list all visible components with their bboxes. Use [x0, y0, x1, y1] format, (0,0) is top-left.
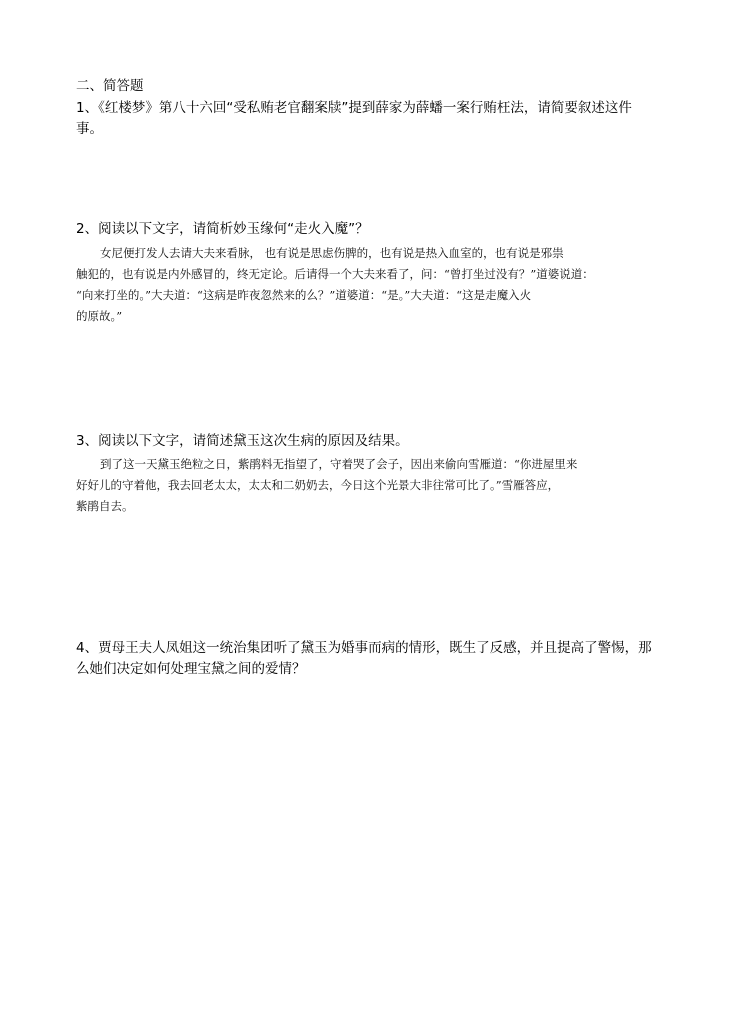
question-1 — [76, 98, 672, 140]
question-3-passage — [76, 454, 676, 517]
question-1-line-2: 事。 — [76, 121, 103, 137]
question-2 — [76, 219, 672, 240]
question-4-line-1: 4、贾母王夫人凤姐这一统治集团听了黛玉为婚事而病的情形，既生了反感，并且提高了警惕，那 — [76, 640, 652, 656]
passage-3-line-1 — [76, 454, 676, 475]
passage-2-line-3: “向来打坐的。”大夫道：“这病是昨夜忽然来的么？”道婆道：“是。”大夫道：“这是走魔入火 — [76, 288, 532, 302]
question-3-line-1: 3、阅读以下文字，请简述黛玉这次生病的原因及结果。 — [76, 433, 409, 449]
passage-3-line-1-text: 到了这一天黛玉绝粒之日，紫鹃料无指望了，守着哭了会子，因出来偷向雪雁道：“你进屋里来 — [100, 457, 578, 471]
passage-2-line-4: 的原故。” — [76, 309, 123, 323]
question-4-line-2: 么她们决定如何处理宝黛之间的爱情？ — [76, 661, 306, 677]
question-2-line-1: 2、阅读以下文字，请简析妙玉缘何“走火入魔”？ — [76, 221, 369, 237]
passage-3-line-2: 好好儿的守着他，我去回老太太，太太和二奶奶去，今日这个光景大非往常可比了。”雪雁答应， — [76, 478, 560, 492]
passage-2-line-1 — [76, 243, 676, 264]
question-1-line-1: 1、《红楼梦》第八十六回“受私贿老官翻案牍”提到薛家为薛蟠一案行贿枉法，请简要叙述这件 — [76, 100, 632, 116]
passage-3-line-3: 紫鹃自去。 — [76, 499, 134, 513]
passage-2-line-2: 触犯的，也有说是内外感冒的，终无定论。后请得一个大夫来看了，问：“曾打坐过没有？”道婆说道： — [76, 267, 594, 281]
question-2-passage — [76, 243, 676, 327]
passage-2-line-1-text: 女尼便打发人去请大夫来看脉， 也有说是思虑伤脾的，也有说是热入血室的，也有说是邪祟 — [100, 246, 564, 260]
question-3 — [76, 431, 672, 452]
section-heading: 二、简答题 — [76, 78, 144, 94]
question-4 — [76, 638, 672, 680]
